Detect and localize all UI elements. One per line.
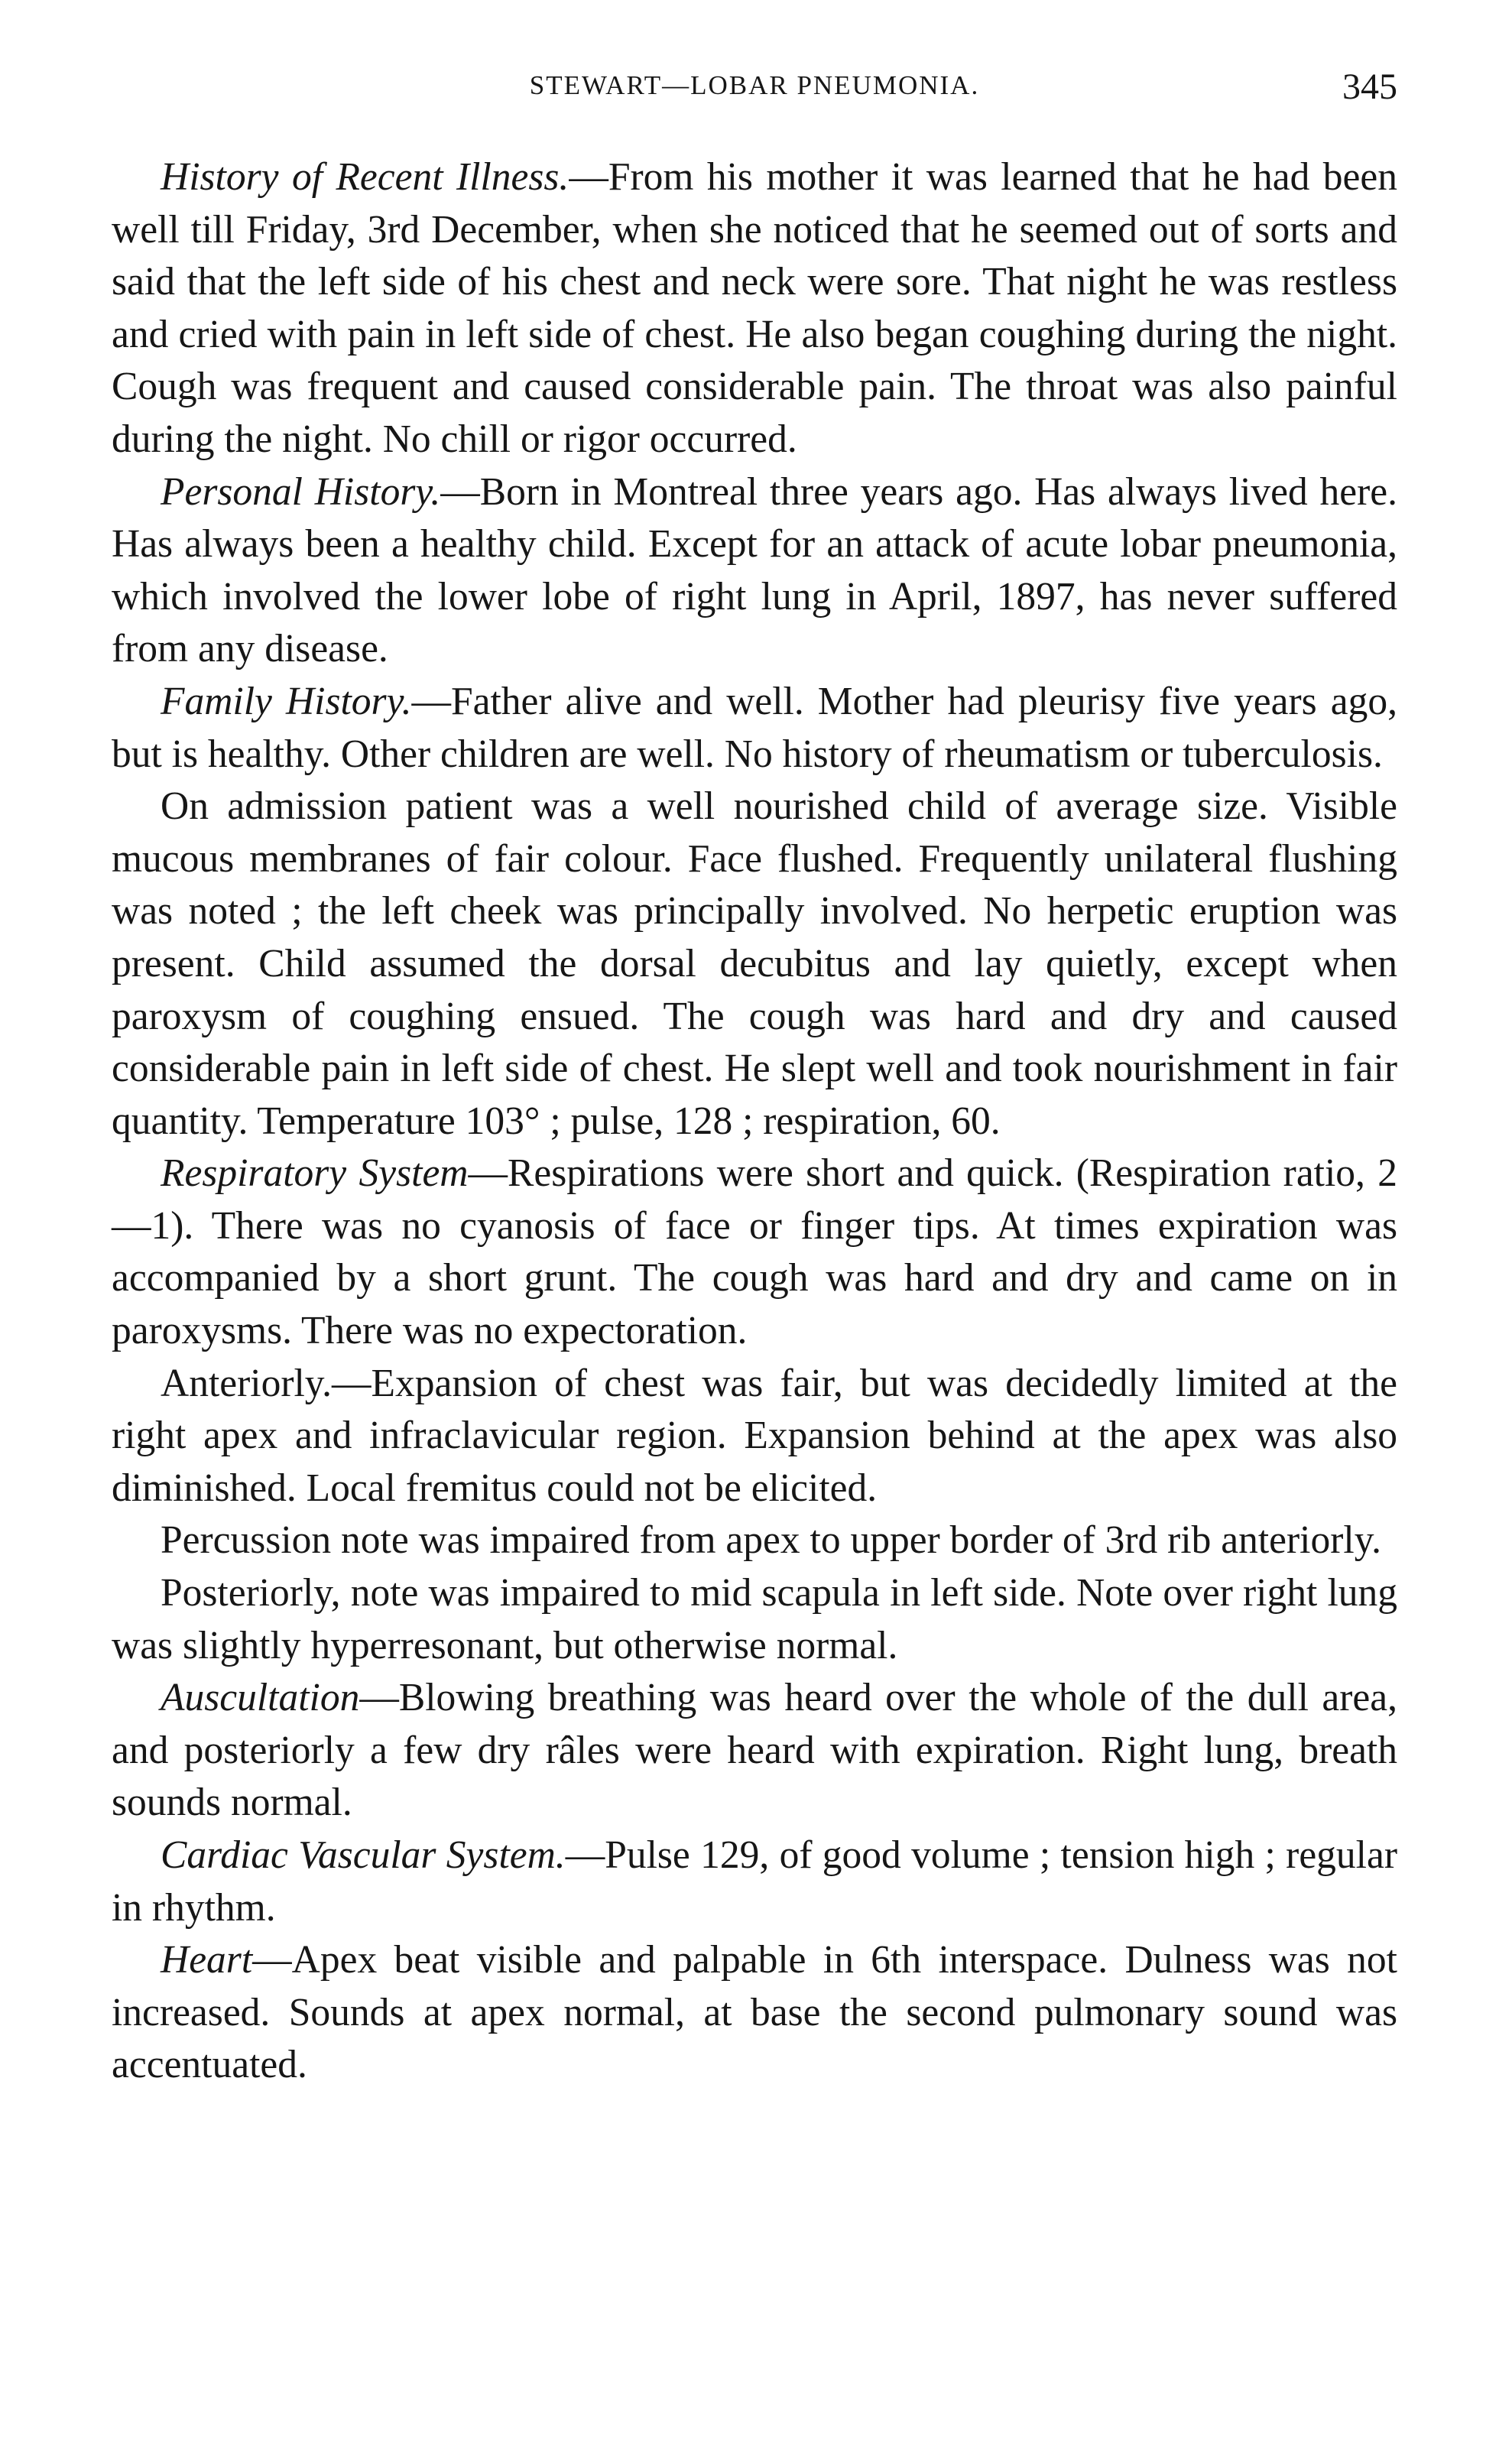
paragraph-text: Posteriorly, note was impaired to mid scapula in left side. Note over right lung was slightly hyperresonant, but otherwise normal. — [112, 1571, 1397, 1667]
paragraph-text: —From his mother it was learned that he had been well till Friday, 3rd December, when she noticed that he seemed out of sorts and said that the left side of his chest and neck were sore. That night he was restless and cried with pain in left side of chest. He also began coughing during the night. Cough was frequent and caused considerable pain. The throat was also painful during the night. No chill or rigor occurred. — [112, 155, 1397, 461]
paragraph-text: Anteriorly.—Expansion of chest was fair, but was decidedly limited at the right apex and infraclavicular region. Expansion behind at the apex was also diminished. Local fremitus could not be elicited. — [112, 1361, 1397, 1510]
paragraph-text: Percussion note was impaired from apex to upper border of 3rd rib anteriorly. — [161, 1518, 1381, 1563]
paragraph-text: —Respirations were short and quick. (Respiration ratio, 2—1). There was no cyanosis of face or finger tips. At times expiration was accompanied by a short grunt. The cough was hard and dry and came on in paroxysms. There was no expectoration. — [112, 1151, 1397, 1353]
section-heading: Respiratory System — [161, 1151, 469, 1196]
paragraph-text: On admission patient was a well nourished child of average size. Visible mucous membranes of fair colour. Face flushed. Frequently unilateral flushing was noted ; the left cheek was principally involved. No herpetic eruption was present. Child assumed the dorsal decubitus and lay quietly, except when paroxysm of coughing ensued. The cough was hard and dry and caused considerable pain in left side of chest. He slept well and took nourishment in fair quantity. Temperature 103° ; pulse, 128 ; respiration, 60. — [112, 784, 1397, 1143]
paragraph-respiratory-system — [112, 1148, 1397, 1357]
paragraph-on-admission — [112, 781, 1397, 1148]
section-heading: Auscultation — [161, 1676, 360, 1720]
paragraph-text: —Pulse 129, of good volume ; tension high ; regular in rhythm. — [112, 1833, 1397, 1930]
paragraph-auscultation — [112, 1672, 1397, 1830]
paragraph-text: —Born in Montreal three years ago. Has always lived here. Has always been a healthy child. Except for an attack of acute lobar pneumonia, which involved the lower lobe of right lung in April, 1897, has never suffered from any disease. — [112, 469, 1397, 671]
paragraph-text: —Apex beat visible and palpable in 6th interspace. Dulness was not increased. Sounds at apex normal, at base the second pulmonary sound was accentuated. — [112, 1938, 1397, 2087]
running-head — [112, 67, 1397, 116]
paragraph-family-history — [112, 676, 1397, 781]
paragraph-cardiac-vascular-system — [112, 1830, 1397, 1934]
paragraph-history-of-recent-illness — [112, 151, 1397, 466]
paragraph-heart — [112, 1934, 1397, 2092]
paragraph-posteriorly — [112, 1567, 1397, 1672]
body-text — [112, 151, 1397, 2092]
paragraph-anteriorly — [112, 1358, 1397, 1515]
section-heading: Cardiac Vascular System. — [161, 1833, 566, 1877]
section-heading: Personal History. — [161, 469, 441, 514]
section-heading: Heart — [161, 1938, 253, 1982]
paragraph-text: —Father alive and well. Mother had pleurisy five years ago, but is healthy. Other children are well. No history of rheumatism or tuberculosis. — [112, 679, 1397, 776]
paragraph-percussion — [112, 1515, 1397, 1567]
paragraph-text: —Blowing breathing was heard over the whole of the dull area, and posteriorly a few dry râles were heard with expiration. Right lung, breath sounds normal. — [112, 1676, 1397, 1825]
paragraph-personal-history — [112, 466, 1397, 676]
running-title: STEWART—LOBAR PNEUMONIA. — [529, 70, 980, 100]
section-heading: History of Recent Illness. — [161, 155, 569, 199]
section-heading: Family History. — [161, 679, 412, 723]
page-number: 345 — [1342, 67, 1397, 107]
